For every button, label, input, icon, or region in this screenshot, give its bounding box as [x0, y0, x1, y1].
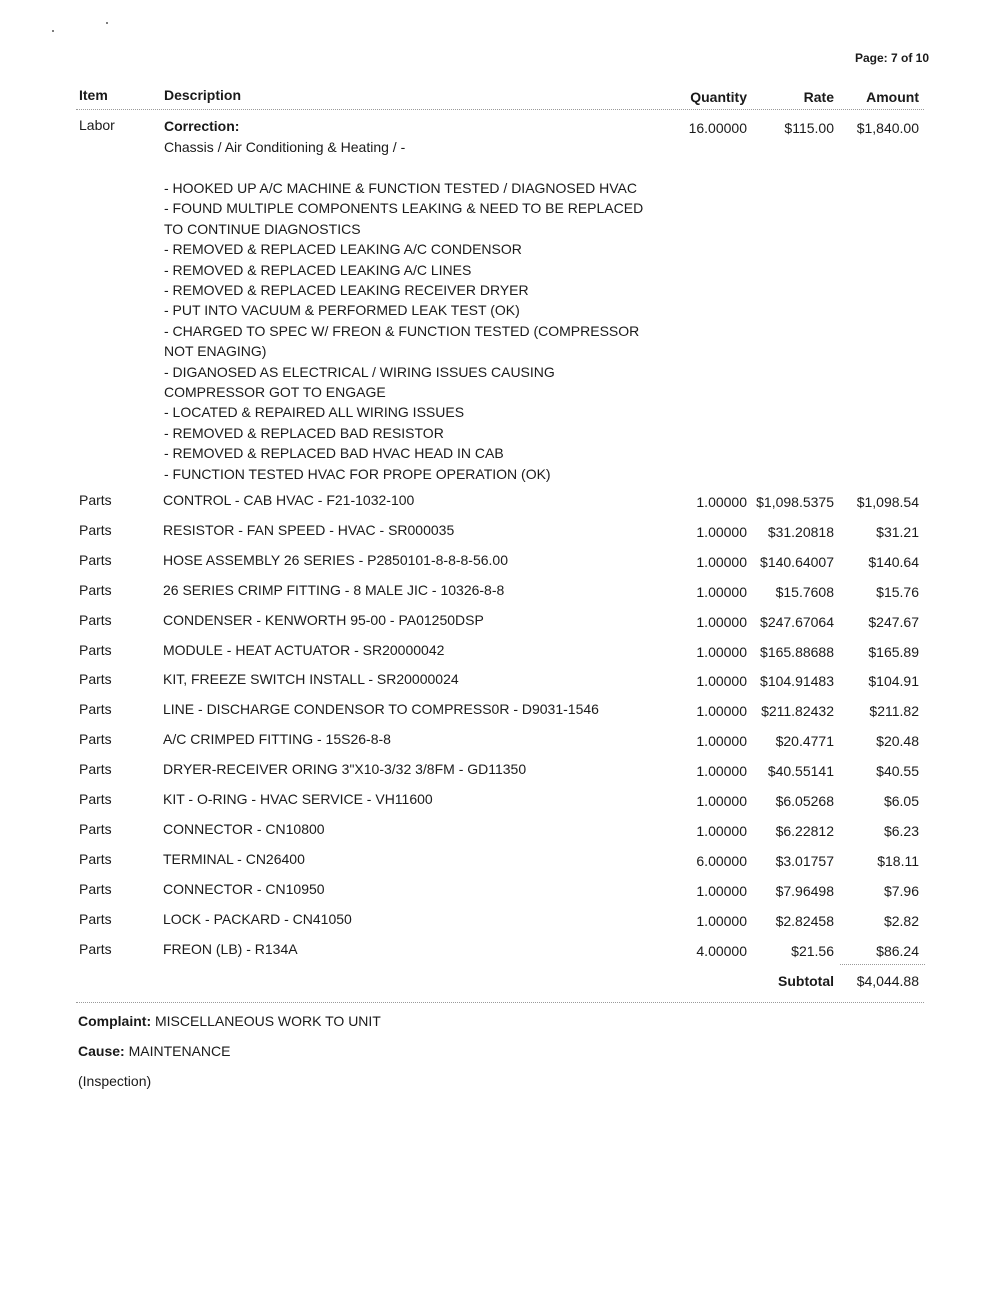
scan-speck	[106, 22, 108, 24]
labor-note-line: TO CONTINUE DIAGNOSTICS	[164, 220, 361, 237]
part-rate: $7.96498	[775, 882, 834, 899]
part-amount: $40.55	[876, 763, 919, 780]
part-quantity: 1.00000	[696, 494, 747, 510]
part-amount: $7.96	[883, 882, 919, 899]
part-description: CONDENSER - KENWORTH 95-00 - PA01250DSP	[163, 611, 484, 628]
header-quantity: Quantity	[690, 89, 747, 105]
part-rate: $15.7608	[775, 583, 834, 600]
complaint-line	[78, 1013, 381, 1029]
labor-note-line: - REMOVED & REPLACED LEAKING A/C CONDENSOR	[164, 241, 522, 258]
part-amount: $31.21	[876, 523, 919, 540]
cause-line	[78, 1043, 230, 1059]
part-rate: $6.05268	[775, 793, 834, 809]
subtotal-amount: $4,044.88	[856, 973, 919, 989]
labor-note-line: - HOOKED UP A/C MACHINE & FUNCTION TESTED / DIAGNOSED HVAC	[164, 180, 637, 196]
part-rate: $40.55141	[767, 763, 834, 780]
part-amount: $2.82	[883, 912, 919, 929]
part-rate: $21.56	[791, 942, 834, 959]
part-amount: $1,098.54	[856, 494, 919, 510]
part-item: Parts	[79, 910, 112, 927]
part-amount: $20.48	[876, 733, 919, 750]
labor-rate: $115.00	[784, 120, 834, 136]
part-quantity: 1.00000	[696, 912, 747, 929]
part-description: TERMINAL - CN26400	[163, 850, 305, 867]
part-quantity: 1.00000	[696, 733, 747, 750]
part-quantity: 1.00000	[696, 583, 747, 600]
part-amount: $211.82	[869, 703, 919, 720]
labor-note-line: - REMOVED & REPLACED BAD RESISTOR	[164, 424, 444, 441]
footer-divider	[76, 1002, 924, 1003]
labor-note-line: - REMOVED & REPLACED LEAKING RECEIVER DRYER	[164, 282, 529, 298]
part-description: CONNECTOR - CN10800	[163, 820, 325, 837]
part-item: Parts	[79, 521, 112, 538]
part-rate: $2.82458	[775, 912, 834, 929]
part-description: RESISTOR - FAN SPEED - HVAC - SR000035	[163, 521, 455, 538]
part-item: Parts	[79, 611, 112, 628]
part-quantity: 1.00000	[696, 523, 747, 540]
complaint-value: MISCELLANEOUS WORK TO UNIT	[155, 1013, 381, 1029]
part-description: FREON (LB) - R134A	[163, 940, 298, 957]
part-rate: $140.64007	[760, 553, 834, 570]
header-divider	[76, 109, 924, 110]
complaint-label: Complaint:	[78, 1013, 152, 1029]
part-rate: $247.67064	[760, 613, 834, 630]
part-item: Parts	[79, 581, 112, 598]
part-item: Parts	[79, 492, 112, 508]
part-amount: $6.23	[883, 822, 919, 839]
part-rate: $211.82432	[761, 703, 834, 720]
part-amount: $6.05	[883, 793, 919, 809]
header-item: Item	[79, 87, 108, 103]
labor-note-line: - LOCATED & REPAIRED ALL WIRING ISSUES	[164, 404, 465, 421]
part-quantity: 1.00000	[696, 643, 747, 660]
part-item: Parts	[79, 701, 112, 718]
part-item: Parts	[79, 731, 112, 748]
part-amount: $15.76	[876, 583, 919, 600]
part-rate: $6.22812	[775, 822, 834, 839]
scan-speck	[52, 30, 54, 32]
header-rate: Rate	[803, 89, 834, 105]
header-amount: Amount	[866, 89, 919, 105]
labor-amount: $1,840.00	[856, 120, 919, 136]
part-item: Parts	[79, 791, 112, 807]
part-description: DRYER-RECEIVER ORING 3"X10-3/32 3/8FM - GD11350	[163, 761, 527, 778]
part-description: KIT, FREEZE SWITCH INSTALL - SR20000024	[163, 671, 459, 688]
part-amount: $104.91	[868, 673, 919, 690]
part-quantity: 1.00000	[696, 822, 747, 839]
part-description: HOSE ASSEMBLY 26 SERIES - P2850101-8-8-8-56.00	[163, 551, 509, 568]
part-description: MODULE - HEAT ACTUATOR - SR20000042	[163, 641, 445, 658]
labor-item: Labor	[79, 117, 115, 133]
header-description: Description	[164, 87, 242, 103]
part-rate: $104.91483	[760, 673, 834, 690]
part-rate: $1,098.5375	[756, 494, 834, 510]
part-description: LOCK - PACKARD - CN41050	[163, 910, 352, 927]
part-quantity: 1.00000	[696, 882, 747, 899]
part-item: Parts	[79, 671, 112, 688]
part-rate: $165.88688	[760, 643, 834, 660]
part-description: LINE - DISCHARGE CONDENSOR TO COMPRESS0R - D9031-1546	[163, 701, 599, 718]
part-description: A/C CRIMPED FITTING - 15S26-8-8	[163, 731, 391, 748]
part-item: Parts	[79, 880, 112, 897]
part-amount: $140.64	[868, 553, 919, 570]
part-quantity: 1.00000	[696, 553, 747, 570]
part-description: CONNECTOR - CN10950	[163, 880, 325, 897]
labor-note-line: - CHARGED TO SPEC W/ FREON & FUNCTION TESTED (COMPRESSOR	[164, 322, 640, 339]
part-quantity: 4.00000	[696, 942, 747, 959]
subtotal-label: Subtotal	[778, 973, 834, 989]
page-number: Page: 7 of 10	[855, 51, 930, 65]
labor-correction-title: Correction:	[164, 118, 240, 134]
labor-note-line: - REMOVED & REPLACED LEAKING A/C LINES	[164, 261, 472, 278]
labor-note-line: - DIGANOSED AS ELECTRICAL / WIRING ISSUES CAUSING	[164, 363, 555, 380]
cause-value: MAINTENANCE	[128, 1043, 231, 1059]
labor-note-line: - FUNCTION TESTED HVAC FOR PROPE OPERATION (OK)	[164, 465, 551, 482]
labor-note-line: - PUT INTO VACUUM & PERFORMED LEAK TEST (OK)	[164, 302, 520, 319]
part-item: Parts	[79, 940, 112, 957]
part-quantity: 1.00000	[696, 793, 747, 809]
part-item: Parts	[79, 850, 112, 867]
part-quantity: 1.00000	[696, 673, 747, 690]
labor-note-line: - REMOVED & REPLACED BAD HVAC HEAD IN CAB	[164, 445, 504, 462]
part-item: Parts	[79, 551, 112, 568]
part-description: 26 SERIES CRIMP FITTING - 8 MALE JIC - 10326-8-8	[163, 581, 505, 598]
labor-note-line: NOT ENAGING)	[164, 343, 267, 360]
part-amount: $165.89	[868, 643, 919, 660]
labor-quantity: 16.00000	[688, 120, 747, 136]
part-quantity: 1.00000	[696, 763, 747, 780]
labor-category: Chassis / Air Conditioning & Heating / -	[164, 139, 406, 155]
part-item: Parts	[79, 761, 112, 778]
cause-label: Cause:	[78, 1043, 125, 1059]
part-description: CONTROL - CAB HVAC - F21-1032-100	[163, 492, 415, 508]
part-quantity: 6.00000	[696, 852, 747, 869]
part-amount: $86.24	[876, 942, 919, 959]
part-item: Parts	[79, 820, 112, 837]
part-quantity: 1.00000	[696, 703, 747, 720]
part-quantity: 1.00000	[696, 613, 747, 630]
labor-note-line: COMPRESSOR GOT TO ENGAGE	[164, 384, 386, 400]
part-item: Parts	[79, 641, 112, 658]
part-amount: $18.11	[877, 852, 919, 869]
part-rate: $3.01757	[775, 852, 834, 869]
part-rate: $31.20818	[767, 523, 834, 540]
part-description: KIT - O-RING - HVAC SERVICE - VH11600	[163, 791, 433, 807]
subtotal-rule	[840, 964, 925, 965]
part-amount: $247.67	[868, 613, 919, 630]
part-rate: $20.4771	[775, 733, 834, 750]
inspection-note: (Inspection)	[78, 1073, 152, 1089]
labor-note-line: - FOUND MULTIPLE COMPONENTS LEAKING & NEED TO BE REPLACED	[164, 200, 644, 217]
